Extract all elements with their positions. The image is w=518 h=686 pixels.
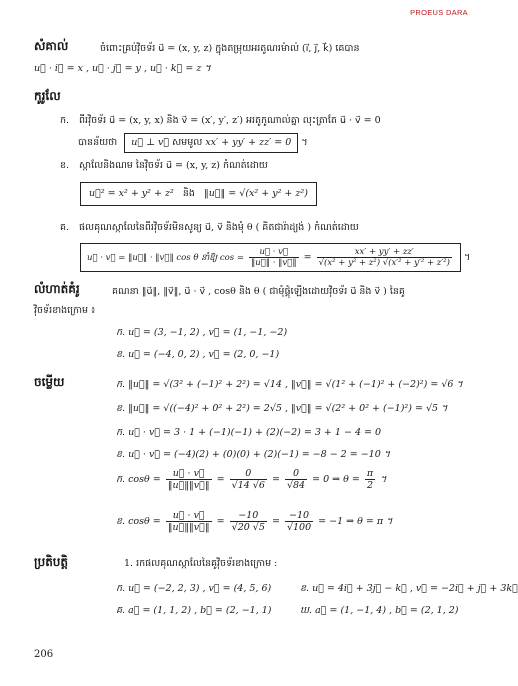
fraction-numerator: xx′ + yy′ + zz′ [317,247,452,258]
fraction [230,510,267,533]
fraction-denominator: √84 [286,480,306,491]
note-line-2: u⃗ · i⃗ = x , u⃗ · j⃗ = y , u⃗ · k⃗ = z ។ [34,63,211,74]
summary-a-line-2-prefix: បានន័យថា [78,137,118,148]
cosine-box [80,243,470,272]
fraction-denominator: √20 √5 [231,522,265,533]
cos-prefix: ក. cosθ = [116,474,161,485]
square-formula: u⃗² = x² + y² + z² [89,188,174,199]
norm-box [80,182,317,206]
summary-a-line-2 [78,133,308,153]
exercise-item-a: ក. u⃗ = (−2, 2, 3) , v⃗ = (4, 5, 6) [116,583,272,594]
example-line-2: វ៉ិចទ័រខាងក្រោម ៖ [34,305,96,316]
fraction-numerator: −10 [285,510,313,522]
fraction [230,468,267,491]
fraction-denominator: √14 √6 [231,480,265,491]
norm-formula: ‖u⃗‖ = √(x² + y² + z²) [203,188,308,199]
fraction [285,510,313,533]
summary-a-line-1: ពីរវ៉ិចទ័រ u⃗ = (x, y, x) និង v⃗ = (x′, y′, z′) អរតូកូណាល់គ្នា លុះត្រាតែ u⃗ · v⃗ = 0 [79,115,381,126]
fraction-denominator: 2 [366,480,374,491]
exercise-heading: ប្រតិបត្តិ [34,555,69,569]
cosine-fraction-2 [317,247,452,268]
answer-row-1: ក. ‖u⃗‖ = √(3² + (−1)² + 2²) = √14 , ‖v⃗‖ = √(1² + (−1)² + (−2)²) = √6 ។ [116,379,463,390]
answer-row-2: ខ. ‖u⃗‖ = √((−4)² + 0² + 2²) = 2√5 , ‖v⃗‖ = √(2² + 0² + (−1)²) = √5 ។ [116,403,448,414]
summary-c-line-1: ផលគុណស្កាលែនៃពីរវ៉ិចទ័រមិនសូន្យ u⃗, v⃗ និងមុំ θ ( គិតជារ៉ាដ្យង់ ) កំណត់ដោយ [79,222,359,233]
fraction [285,468,307,491]
brand-header: PROEUS DARA [410,8,468,17]
example-heading: លំហាត់គំរូ [34,282,80,296]
example-line-1: គណនា ‖u⃗‖, ‖v⃗‖, u⃗ · v⃗ , cosθ និង θ ( ជាមុំផ្គុំឡើងដោយវ៉ិចទ័រ u⃗ និង v⃗ ) នៃគូ [112,286,405,297]
item-label: ខ. [60,160,70,171]
summary-item-b [60,159,268,173]
orthogonality-left: u⃗ ⊥ v⃗ [131,137,170,148]
cos-tail: = 0 ⇒ θ = [312,474,360,485]
exercise-intro: 1. រកផលគុណស្កាលែនៃគូវ៉ិចទ័រខាងក្រោម : [124,558,278,569]
equals: = [216,474,225,485]
fraction-numerator: u⃗ · v⃗ [166,468,212,480]
period: ។ [301,137,308,148]
cos-prefix: ខ. cosθ = [116,516,161,527]
and-word: និង [182,188,195,199]
summary-item-a [60,114,381,128]
note-heading: សំគាល់ [34,39,69,53]
cos-tail: = −1 ⇒ θ = π ។ [318,516,393,527]
fraction-numerator: u⃗ · v⃗ [249,247,299,258]
summary-b-line-1: ស្កាលែនិងណម នៃវ៉ិចទ័រ u⃗ = (x, y, z) កំណត់ដោយ [79,160,268,171]
answer-row-5 [116,468,386,491]
orthogonality-equivalent: សមមូល [172,137,203,148]
exercise-item-c: គ. a⃗ = (1, 1, 2) , b⃗ = (2, −1, 1) [116,605,272,616]
fraction-numerator: 0 [230,468,267,480]
answer-row-4: ខ. u⃗ · v⃗ = (−4)(2) + (0)(0) + (2)(−1) = −8 − 2 = −10 ។ [116,449,391,460]
period: ។ [380,474,387,485]
equals: = [216,516,225,527]
example-item-a: ក. u⃗ = (3, −1, 2) , v⃗ = (1, −1, −2) [116,327,288,338]
page-number: 206 [34,649,54,660]
equals: = [271,516,280,527]
orthogonality-box [124,133,298,153]
summary-heading: កូរូលែ [34,89,61,103]
item-label: ក. [60,115,70,126]
fraction [166,510,212,533]
example-item-b: ខ. u⃗ = (−4, 0, 2) , v⃗ = (2, 0, −1) [116,349,280,360]
equals: = [271,474,280,485]
item-label: គ. [60,222,70,233]
answer-row-3: ក. u⃗ · v⃗ = 3 · 1 + (−1)(−1) + (2)(−2) = 3 + 1 − 4 = 0 [116,427,382,438]
fraction-denominator: ‖u⃗‖‖v⃗‖ [167,522,210,533]
fraction-denominator: ‖u⃗‖ · ‖v⃗‖ [250,258,297,268]
fraction-numerator: 0 [285,468,307,480]
exercise-item-d: ឃ. a⃗ = (1, −1, 4) , b⃗ = (2, 1, 2) [300,605,459,616]
fraction-denominator: √100 [286,522,312,533]
fraction [365,468,375,491]
exercise-item-b: ខ. u⃗ = 4i⃗ + 3j⃗ − k⃗ , v⃗ = −2i⃗ + j⃗ + 3k⃗ [300,583,518,594]
fraction-numerator: −10 [230,510,267,522]
period: ។ [463,252,471,263]
cosine-fraction-1 [249,247,299,268]
answer-row-6 [116,510,392,533]
fraction-denominator: ‖u⃗‖‖v⃗‖ [167,480,210,491]
fraction-numerator: π [366,468,374,479]
orthogonality-right: xx′ + yy′ + zz′ = 0 [205,137,292,148]
fraction-numerator: u⃗ · v⃗ [166,510,212,522]
fraction-denominator: √(x² + y² + z²) √(x′² + y′² + z′²) [318,258,450,268]
summary-item-c [60,221,359,235]
answer-heading: ចម្លើយ [34,375,65,389]
cosine-left: u⃗ · v⃗ = ‖u⃗‖ · ‖v⃗‖ cos θ នាំឱ្យ cos = [87,253,244,263]
fraction [166,468,212,491]
note-line-1: ចំពោះគ្រប់វ៉ិចទ័រ u⃗ = (x, y, z) ក្នុងតម្រុយអរតូណរម៉ាល់ (i⃗, j⃗, k⃗) គេបាន [100,43,360,54]
equals: = [303,252,312,263]
